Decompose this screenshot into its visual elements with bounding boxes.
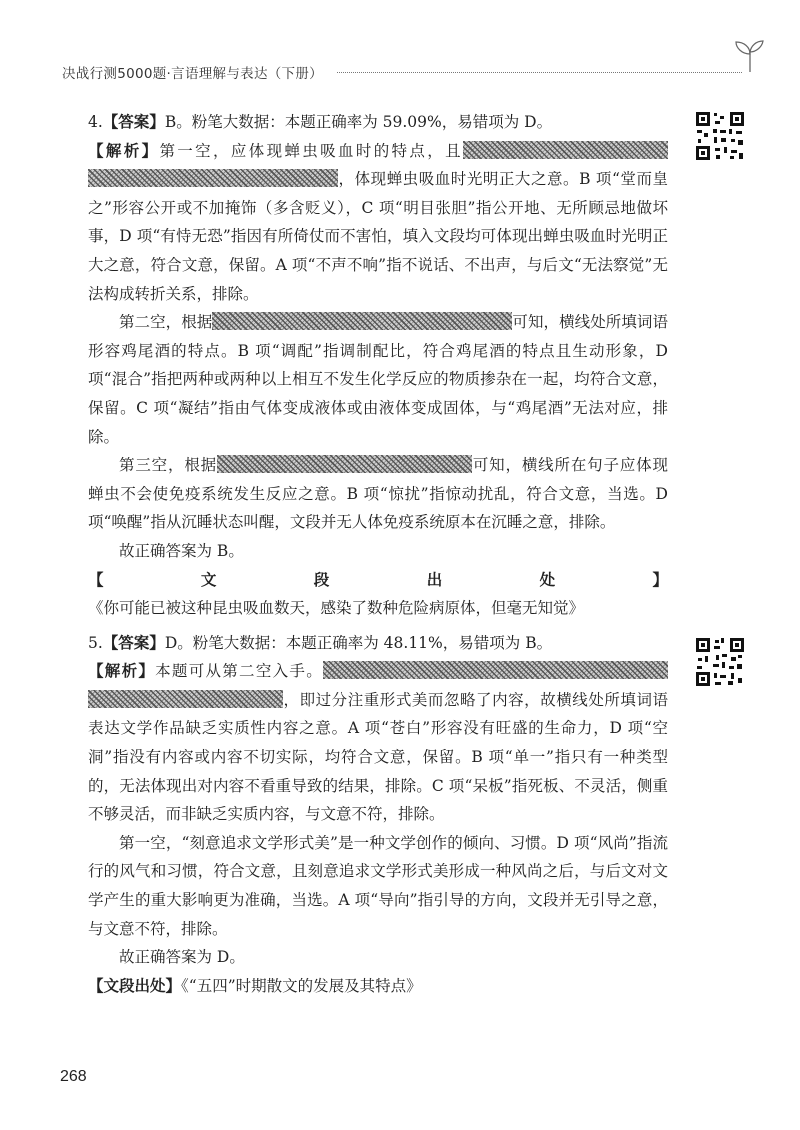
q5-answer-text: D。粉笔大数据：本题正确率为 48.11%，易错项为 B。 bbox=[164, 633, 553, 652]
q5-conclusion: 故正确答案为 D。 bbox=[119, 948, 245, 967]
q4-source-label: 【文段出处】 bbox=[88, 570, 668, 589]
q4-answer-text: B。粉笔大数据：本题正确率为 59.09%，易错项为 D。 bbox=[164, 113, 553, 131]
q5-source-label: 【文段出处】 bbox=[88, 976, 182, 995]
qr-code-q4[interactable] bbox=[694, 110, 746, 162]
q4-analysis-1b: ，体现蝉虫吸血时光明正大之意。B 项“堂而皇之”形容公开或不加掩饰（多含贬义），C 项“明目张胆”指公开地、无所顾忌地做坏事，D 项“有恃无恐”指因有所倚仗而不害怕，填入文段均可体现出蝉虫吸血时光明正大之意，符合文意，保留。A 项“不声不响”指不说话、不出声，与后文“无法察觉”无法构成转折关系，排除。 bbox=[88, 170, 668, 303]
q4-source bbox=[88, 566, 668, 623]
answer-content bbox=[88, 108, 668, 1000]
sprout-icon bbox=[730, 38, 770, 74]
q4-analysis-3a: 第三空，根据 bbox=[119, 456, 217, 475]
q4-analysis-para-1 bbox=[88, 137, 668, 309]
q5-number: 5. bbox=[88, 633, 103, 652]
q4-answer-line bbox=[88, 108, 668, 137]
q5-analysis-1a: 本题可从第二空入手。 bbox=[155, 662, 323, 681]
redacted-quote bbox=[323, 661, 668, 679]
q5-analysis-label: 【解析】 bbox=[88, 662, 156, 681]
q4-analysis-para-2 bbox=[88, 308, 668, 451]
book-title: 决战行测5000题·言语理解与表达（下册） bbox=[62, 66, 323, 82]
redacted-quote bbox=[212, 312, 512, 330]
redacted-quote bbox=[88, 169, 338, 187]
q4-conclusion: 故正确答案为 B。 bbox=[119, 541, 244, 560]
page-number: 268 bbox=[60, 1068, 87, 1085]
running-header bbox=[62, 60, 762, 90]
q4-analysis-1a: 第一空，应体现蝉虫吸血时的特点，且 bbox=[159, 141, 463, 160]
q4-number: 4. bbox=[88, 113, 103, 131]
q4-analysis-2b: 可知，横线处所填词语形容鸡尾酒的特点。B 项“调配”指调制配比，符合鸡尾酒的特点且生动形象，D 项“混合”指把两种或两种以上相互不发生化学反应的物质掺杂在一起，均符合文意，保留。C 项“凝结”指由气体变成液体或由液体变成固体，与“鸡尾酒”无法对应，排除。 bbox=[88, 313, 668, 446]
redacted-quote bbox=[217, 455, 472, 473]
q5-answer-line bbox=[88, 629, 668, 658]
q5-analysis-para-2: 第一空，“刻意追求文学形式美”是一种文学创作的倾向、习惯。D 项“风尚”指流行的风气和习惯，符合文意，且刻意追求文学形式美形成一种风尚之后，与后文对文学产生的重大影响更为准确，当选。A 项“导向”指引导的方向，文段并无引导之意，与文意不符，排除。 bbox=[88, 833, 668, 938]
qr-code-q5[interactable] bbox=[694, 636, 746, 688]
q5-analysis-para-1 bbox=[88, 657, 668, 829]
q4-analysis-para-3 bbox=[88, 451, 668, 537]
header-dotted-rule bbox=[337, 72, 742, 73]
q4-source-text: 《你可能已被这种昆虫吸血数天，感染了数种危险病原体，但毫无知觉》 bbox=[88, 599, 585, 618]
q4-analysis-label: 【解析】 bbox=[88, 141, 160, 160]
q4-analysis-2a: 第二空，根据 bbox=[119, 313, 213, 332]
q5-source-text: 《“五四”时期散文的发展及其特点》 bbox=[181, 976, 422, 995]
redacted-quote bbox=[88, 690, 283, 708]
q5-source bbox=[88, 972, 668, 1001]
q4-analysis-3b: 可知，横线所在句子应体现蝉虫不会使免疫系统发生反应之意。B 项“惊扰”指惊动扰乱，符合文意，当选。D 项“唤醒”指从沉睡状态叫醒，文段并无人体免疫系统原本在沉睡之意，排除。 bbox=[88, 456, 668, 532]
redacted-quote bbox=[463, 141, 668, 159]
q5-analysis-1b: ，即过分注重形式美而忽略了内容，故横线处所填词语表达文学作品缺乏实质性内容之意。A 项“苍白”形容没有旺盛的生命力，D 项“空洞”指没有内容或内容不切实际，均符合文意，保留。B 项“单一”指只有一种类型的，无法体现出对内容不看重导致的结果，排除。C 项“呆板”指死板、不灵活，侧重不够灵活，而非缺乏实质内容，与文意不符，排除。 bbox=[88, 690, 668, 824]
q5-answer-label: 【答案】 bbox=[102, 633, 165, 652]
q4-answer-label: 【答案】 bbox=[102, 113, 165, 131]
